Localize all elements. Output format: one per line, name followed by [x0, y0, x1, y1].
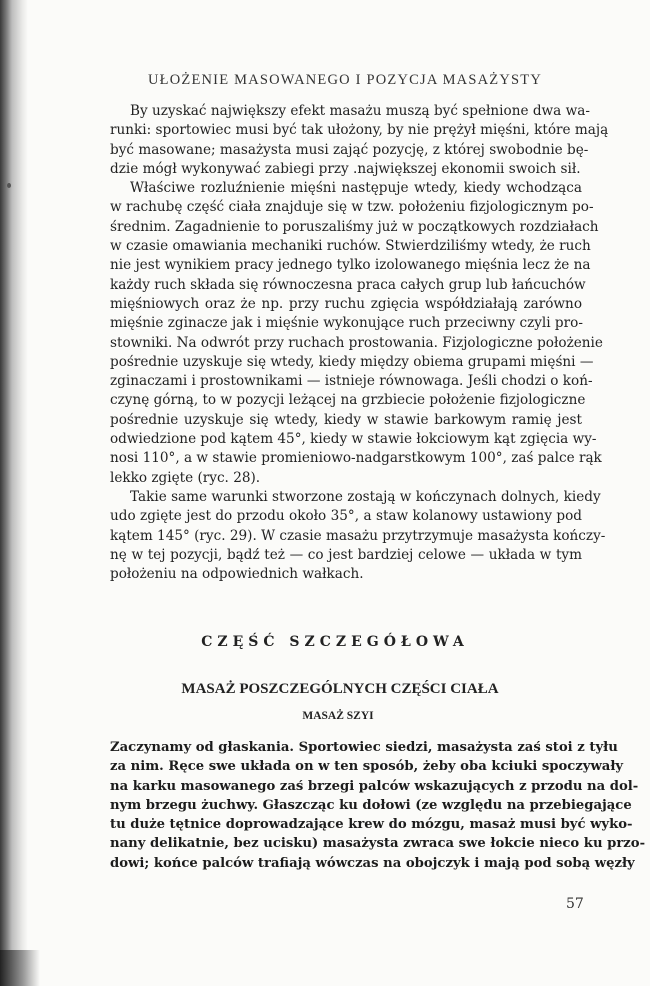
text-line: udo zgięte jest do przodu około 35°, a staw kolanowy ustawiony pod [110, 508, 582, 525]
text-line: nie jest wynikiem pracy jednego tylko izolowanego mięśnia lecz że na [110, 257, 591, 274]
text-line: stowniki. Na odwrót przy ruchach prostowania. Fizjologiczne położenie [110, 334, 603, 351]
text-line: Takie same warunki stworzone zostają w kończynach dolnych, kiedy [130, 488, 601, 505]
text-line: pośrednie uzyskuje się wtedy, kiedy w stawie barkowym ramię jest [110, 411, 582, 428]
text-line: By uzyskać największy efekt masażu muszą być spełnione dwa wa- [130, 103, 590, 119]
sub-heading: MASAŻ SZYI [302, 710, 374, 722]
text-line: Właściwe rozluźnienie mięśni następuje wtedy, kiedy wchodząca [130, 180, 582, 197]
text-line: położeniu na odpowiednich wałkach. [110, 566, 364, 583]
text-line: lekko zgięte (ryc. 28). [110, 469, 261, 486]
text-line: dzie mógł wykonywać zabiegi przy .największej ekonomii swoich sił. [110, 160, 581, 177]
section-title: UŁOŻENIE MASOWANEGO I POZYCJA MASAŻYSTY [148, 72, 542, 88]
text-line: tu duże tętnice doprowadzające krew do mózgu, masaż musi być wyko- [110, 817, 633, 833]
text-line: być masowane; masażysta musi zająć pozycję, z której swobodnie bę- [110, 141, 589, 158]
text-line: kątem 145° (ryc. 29). W czasie masażu przytrzymuje masażysta kończy- [110, 527, 606, 544]
text-line: runki: sportowiec musi być tak ułożony, by nie prężył mięśni, które mają [110, 122, 609, 139]
book-binding-shadow [0, 0, 28, 986]
text-line: nosi 110°, a w stawie promieniowo-nadgarstkowym 100°, zaś palce rąk [110, 450, 602, 467]
text-line: mięśnie zginacze jak i mięśnie wykonujące ruch przeciwny czyli pro- [110, 315, 583, 332]
text-line: na karku masowanego zaś brzegi palców wskazujących z przodu na dol- [110, 778, 639, 794]
page-number: 57 [566, 896, 584, 912]
part-heading: CZĘŚĆ SZCZEGÓŁOWA [201, 634, 469, 650]
text-line: czynę górną, to w pozycji leżącej na grzbiecie położenie fizjologiczne [110, 392, 586, 409]
text-line: nym brzegu żuchwy. Głaszcząc ku dołowi (ze względu na przebiegające [110, 797, 632, 813]
scan-speck [7, 183, 11, 188]
chapter-heading: MASAŻ POSZCZEGÓLNYCH CZĘŚCI CIAŁA [181, 681, 499, 697]
text-line: odwiedzione pod kątem 45°, kiedy w stawie łokciowym kąt zgięcia wy- [110, 431, 597, 448]
text-line: zginaczami i prostownikami — istnieje równowaga. Jeśli chodzi o koń- [110, 373, 593, 390]
body-text-positioning [110, 102, 609, 584]
text-line: za nim. Ręce swe układa on w ten sposób, żeby oba kciuki spoczywały [110, 759, 624, 775]
text-line: pośrednie uzyskuje się wtedy, kiedy między obiema grupami mięśni — [110, 353, 594, 370]
text-line: w czasie omawiania mechaniki ruchów. Stwierdziliśmy wtedy, że ruch [110, 238, 591, 255]
scan-corner-shadow [0, 950, 40, 986]
text-line: Zaczynamy od głaskania. Sportowiec siedzi, masażysta zaś stoi z tyłu [110, 740, 618, 755]
text-line: każdy ruch składa się równoczesna praca całych grup lub łańcuchów [110, 276, 586, 293]
text-line: w rachubę część ciała znajduje się w tzw. położeniu fizjologicznym po- [110, 199, 594, 216]
text-line: nę w tej pozycji, bądź też — co jest bardziej celowe — układa w tym [110, 546, 582, 563]
text-line: nany delikatnie, bez ucisku) masażysta zwraca swe łokcie nieco ku przo- [110, 836, 646, 852]
text-line: mięśniowych oraz że np. przy ruchu zgięcia współdziałają zarówno [110, 295, 582, 312]
text-line: średnim. Zagadnienie to poruszaliśmy już w początkowych rozdziałach [110, 218, 599, 235]
text-line: dowi; końce palców trafiają wówczas na obojczyk i mają pod sobą węzły [110, 855, 635, 871]
body-text-neck-massage [110, 738, 646, 873]
